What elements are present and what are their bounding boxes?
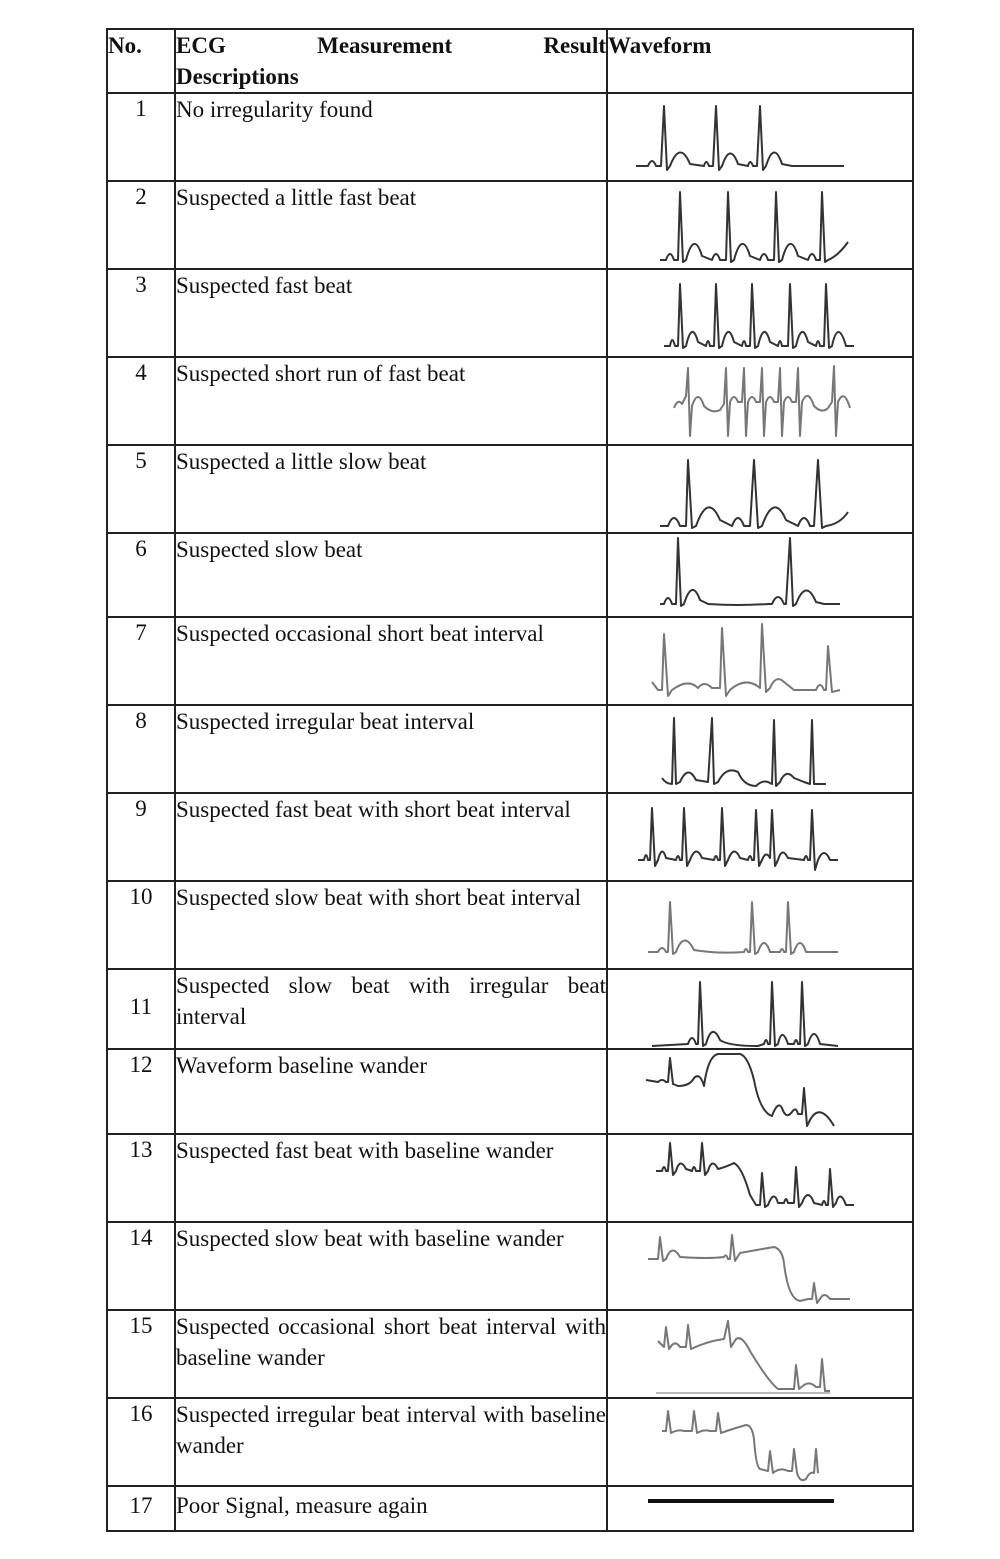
row-waveform: [607, 357, 913, 445]
row-waveform: [607, 617, 913, 705]
row-waveform: [607, 705, 913, 793]
ecg-waveform-icon: [608, 706, 912, 792]
row-description: Suspected fast beat with short beat interval: [175, 793, 607, 881]
row-description: Suspected short run of fast beat: [175, 357, 607, 445]
row-waveform: [607, 1398, 913, 1486]
table-row: [107, 793, 913, 881]
row-description: Suspected fast beat with baseline wander: [175, 1134, 607, 1222]
row-description: Suspected irregular beat interval: [175, 705, 607, 793]
header-description: [175, 29, 607, 93]
row-description: Suspected occasional short beat interval: [175, 617, 607, 705]
row-number: 9: [107, 793, 175, 881]
header-row: [107, 29, 913, 93]
row-number: 11: [107, 969, 175, 1049]
table-row: [107, 181, 913, 269]
row-description: Suspected slow beat: [175, 533, 607, 617]
table-row: [107, 969, 913, 1049]
ecg-waveform-icon: [608, 446, 912, 532]
row-number: 6: [107, 533, 175, 617]
row-waveform: [607, 1222, 913, 1310]
table-row: [107, 1310, 913, 1398]
row-waveform: [607, 881, 913, 969]
row-number: 12: [107, 1049, 175, 1134]
row-waveform: [607, 1049, 913, 1134]
table-row: [107, 445, 913, 533]
row-number: 1: [107, 93, 175, 181]
ecg-results-table: [106, 28, 914, 1532]
ecg-waveform-icon: [608, 970, 912, 1048]
ecg-waveform-icon: [608, 1311, 912, 1397]
row-number: 3: [107, 269, 175, 357]
table-row: [107, 1222, 913, 1310]
row-description: Poor Signal, measure again: [175, 1486, 607, 1531]
table-row: [107, 1049, 913, 1134]
row-number: 17: [107, 1486, 175, 1531]
table-row: [107, 705, 913, 793]
row-waveform: [607, 1134, 913, 1222]
table-row: [107, 881, 913, 969]
row-description: Waveform baseline wander: [175, 1049, 607, 1134]
row-waveform: [607, 533, 913, 617]
ecg-waveform-icon: [608, 270, 912, 356]
ecg-waveform-icon: [608, 1135, 912, 1221]
flat-line-icon: [608, 1487, 912, 1530]
ecg-waveform-icon: [608, 1223, 912, 1309]
row-number: 13: [107, 1134, 175, 1222]
row-number: 7: [107, 617, 175, 705]
row-number: 5: [107, 445, 175, 533]
row-description: Suspected slow beat with baseline wander: [175, 1222, 607, 1310]
row-waveform: [607, 1310, 913, 1398]
row-description: Suspected slow beat with irregular beat interval: [175, 969, 607, 1049]
row-description: Suspected a little slow beat: [175, 445, 607, 533]
table-row: [107, 269, 913, 357]
ecg-waveform-icon: [608, 358, 912, 444]
row-waveform: [607, 269, 913, 357]
row-waveform: [607, 181, 913, 269]
ecg-waveform-icon: [608, 182, 912, 268]
header-no: No.: [107, 29, 175, 93]
table-row: [107, 93, 913, 181]
row-number: 14: [107, 1222, 175, 1310]
table-row: [107, 617, 913, 705]
row-waveform: [607, 969, 913, 1049]
row-number: 4: [107, 357, 175, 445]
row-waveform: [607, 793, 913, 881]
row-waveform: [607, 445, 913, 533]
ecg-waveform-icon: [608, 882, 912, 968]
row-description: Suspected occasional short beat interval with baseline wander: [175, 1310, 607, 1398]
header-description-line2: Descriptions: [176, 64, 299, 89]
row-number: 10: [107, 881, 175, 969]
row-number: 2: [107, 181, 175, 269]
ecg-waveform-icon: [608, 534, 912, 616]
table-row: [107, 1398, 913, 1486]
row-description: Suspected irregular beat interval with baseline wander: [175, 1398, 607, 1486]
row-number: 16: [107, 1398, 175, 1486]
row-description: Suspected slow beat with short beat interval: [175, 881, 607, 969]
table-row: [107, 357, 913, 445]
row-description: Suspected fast beat: [175, 269, 607, 357]
ecg-waveform-icon: [608, 1399, 912, 1485]
row-number: 15: [107, 1310, 175, 1398]
row-waveform: [607, 93, 913, 181]
ecg-waveform-icon: [608, 794, 912, 880]
header-waveform: Waveform: [607, 29, 913, 93]
table-row: [107, 1486, 913, 1531]
table-row: [107, 1134, 913, 1222]
header-description-line1: ECG Measurement Result: [176, 33, 607, 58]
ecg-waveform-icon: [608, 94, 912, 180]
row-description: No irregularity found: [175, 93, 607, 181]
table-row: [107, 533, 913, 617]
ecg-waveform-icon: [608, 1050, 912, 1133]
row-description: Suspected a little fast beat: [175, 181, 607, 269]
row-waveform: [607, 1486, 913, 1531]
ecg-waveform-icon: [608, 618, 912, 704]
row-number: 8: [107, 705, 175, 793]
